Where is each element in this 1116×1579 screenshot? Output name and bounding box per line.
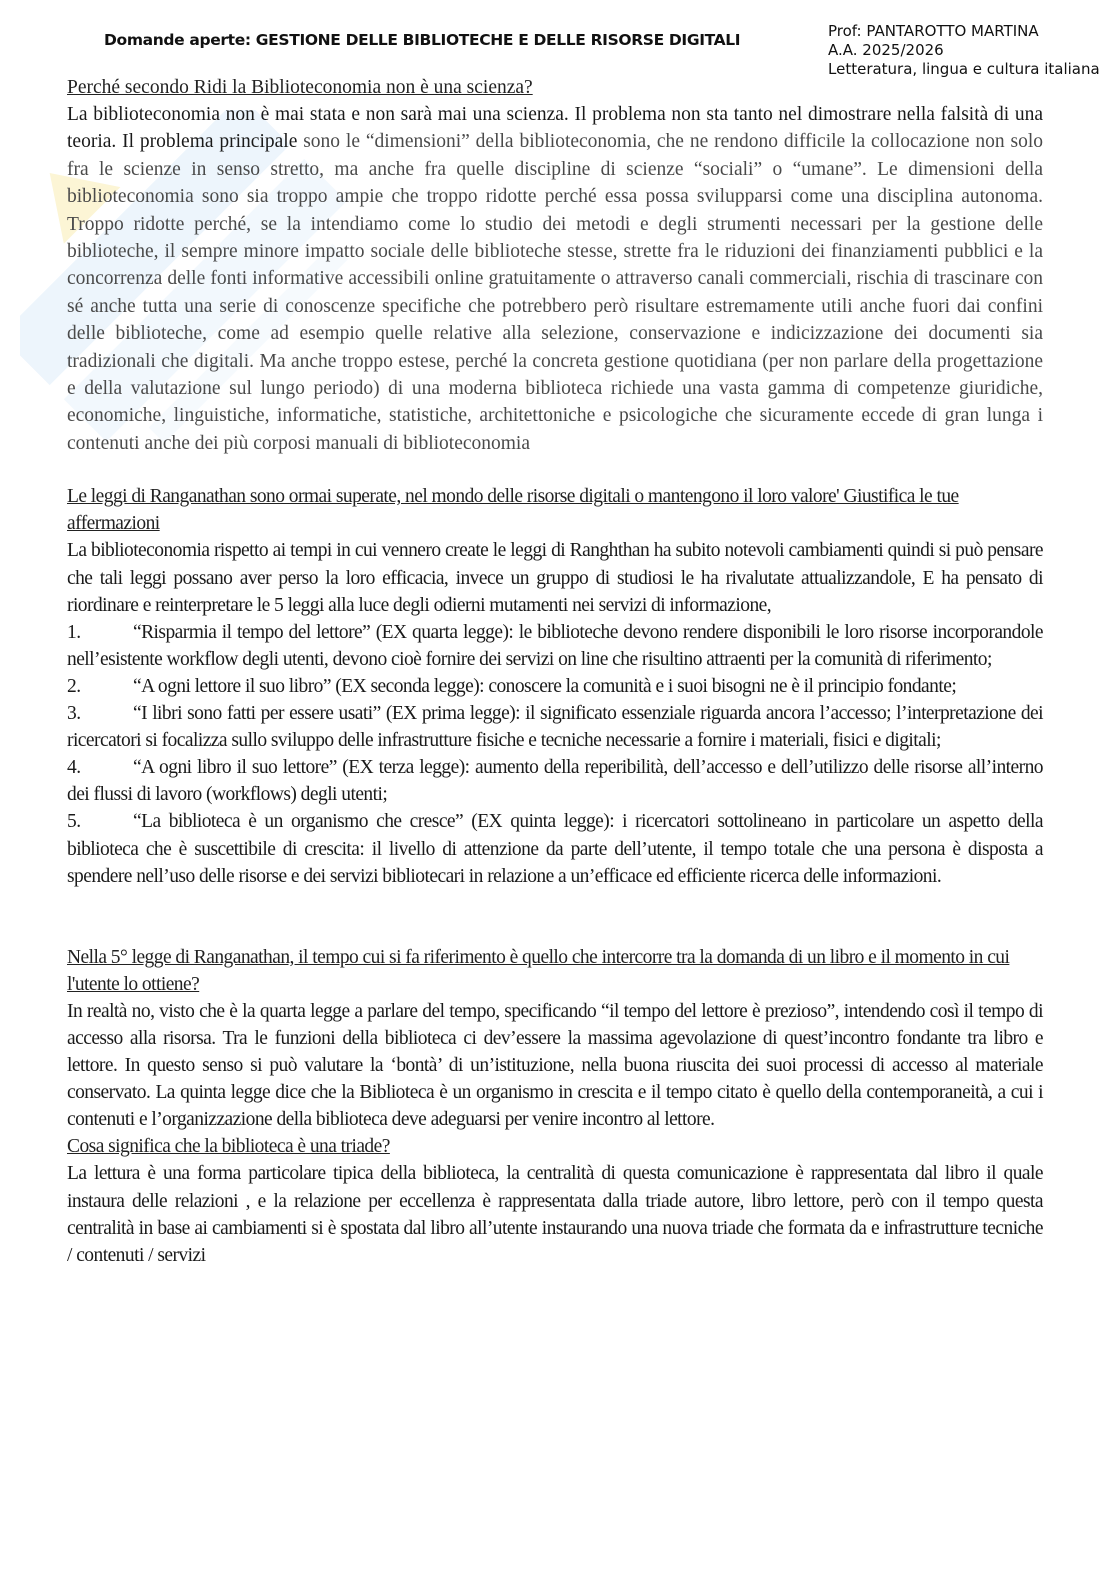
law-item: 2. “A ogni lettore il suo libro” (EX seconda legge): conoscere la comunità e i suoi bisogni ne è il principio fondante; bbox=[67, 675, 957, 697]
document-body bbox=[67, 74, 1043, 1269]
question-heading: Cosa significa che la biblioteca è una triade? bbox=[67, 1136, 390, 1158]
academic-year: A.A. 2025/2026 bbox=[828, 41, 944, 59]
document-title: Domande aperte: GESTIONE DELLE BIBLIOTECHE E DELLE RISORSE DIGITALI bbox=[104, 31, 741, 49]
answer-paragraph bbox=[67, 101, 1043, 457]
law-item: 5. “La biblioteca è un organismo che cresce” (EX quinta legge): i ricercatori sottolineano in particolare un aspetto della biblioteca che è suscettibile di crescita: il livello di attenzione da parte dell’utente, il tempo totale che una persona è disposta a spendere nell’uso delle risorse e dei servizi bibliotecari in relazione a un’efficace ed efficiente ricerca delle informazioni. bbox=[67, 811, 1043, 887]
question-heading: Le leggi di Ranganathan sono ormai superate, nel mondo delle risorse digitali o mantengono il loro valore' Giustifica le tue affermazioni bbox=[67, 486, 959, 535]
question-heading: Nella 5° legge di Ranganathan, il tempo cui si fa riferimento è quello che intercorre tra la domanda di un libro e il momento in cui l'utente lo ottiene? bbox=[67, 946, 1010, 995]
answer-text-gray: sono le “dimensioni” della biblioteconomia, che ne rendono difficile la collocazione non solo fra le scienze in senso stretto, ma anche fra quelle discipline di scienze “sociali” o “umane”. Le dimensioni della biblioteconomia sono sia troppo ampie che troppo ridotte perché essa possa svilupparsi come una disciplina autonoma. Troppo ridotte perché, se la intendiamo come lo studio dei metodi e degli strumenti necessari per la gestione delle biblioteche, il sempre minore impatto sociale delle biblioteche stesse, strette fra le riduzioni dei finanziamenti pubblici e la concorrenza delle fonti informative accessibili online gratuitamente o attraverso canali commerciali, rischia di trascinare con sé anche tutta una serie di conoscenze specifiche che potrebbero però risultare estremamente utili anche fuori dai confini delle biblioteche, come ad esempio quelle relative alla selezione, conservazione e indicizzazione dei documenti sia tradizionali che digitali. Ma anche troppo estese, perché la concreta gestione quotidiana (per non parlare della progettazione e della valutazione sul lungo periodo) di una moderna biblioteca richiede una vasta gamma di competenze giuridiche, economiche, linguistiche, informatiche, statistiche, architettoniche e psicologiche che sicuramente eccede di gran lunga i contenuti anche dei più corposi manuali di biblioteconomia bbox=[67, 131, 1043, 454]
answer-text: La biblioteconomia non è mai stata e non sarà mai una scienza. Il problema non sta tanto nel dimostrare nella falsità di una teoria. Il problema principale bbox=[67, 104, 1043, 153]
answer-paragraph: La biblioteconomia rispetto ai tempi in cui vennero create le leggi di Ranghthan ha subito notevoli cambiamenti quindi si può pensare che tali leggi possano aver perso la loro efficacia, invece un gruppo di studiosi le ha rivalutate attualizzandole, E ha pensato di riordinare e reinterpretare le 5 leggi alla luce degli odierni mutamenti nei servizi di informazione, bbox=[67, 540, 1043, 616]
law-item: 3. “I libri sono fatti per essere usati” (EX prima legge): il significato essenziale riguarda ancora l’accesso; l’interpretazione dei ricercatori si focalizza sullo sviluppo delle infrastrutture fisiche e tecniche necessarie a fornire i materiali, fisici e digitali; bbox=[67, 703, 1043, 752]
course-name: Letteratura, lingua e cultura italiana bbox=[828, 60, 1100, 78]
answer-paragraph: In realtà no, visto che è la quarta legge a parlare del tempo, specificando “il tempo del lettore è prezioso”, intendendo così il tempo di accesso alla risorsa. Tra le funzioni della biblioteca ci dev’essere la massima agevolazione di quest’incontro fondante tra libro e lettore. In questo senso si può valutare la ‘bontà’ di un’istituzione, nella buona riuscita dei suoi processi di accesso al materiale conservato. La quinta legge dice che la Biblioteca è un organismo in crescita e il tempo citato è quello della contemporaneità, a cui i contenuti e l’organizzazione della biblioteca deve adeguarsi per venire incontro al lettore. bbox=[67, 1000, 1043, 1131]
answer-paragraph: La lettura è una forma particolare tipica della biblioteca, la centralità di questa comunicazione è rappresentata dal libro il quale instaura delle relazioni , e la relazione per eccellenza è rappresentata dalla triade autore, libro lettore, però con il tempo questa centralità in base ai cambiamenti si è spostata dal libro all’utente instaurando una nuova triade che formata da e infrastrutture tecniche / contenuti / servizi bbox=[67, 1163, 1043, 1266]
document-meta bbox=[828, 22, 1100, 79]
law-item: 4. “A ogni libro il suo lettore” (EX terza legge): aumento della reperibilità, dell’accesso e dell’utilizzo delle risorse all’interno dei flussi di lavoro (workflows) degli utenti; bbox=[67, 757, 1043, 806]
question-heading: Perché secondo Ridi la Biblioteconomia non è una scienza? bbox=[67, 77, 533, 98]
law-item: 1. “Risparmia il tempo del lettore” (EX quarta legge): le biblioteche devono rendere disponibili le loro risorse incorporandole nell’esistente workflow degli utenti, devono cioè fornire dei servizi on line che risultino attraenti per la comunità di riferimento; bbox=[67, 621, 1043, 670]
professor-name: Prof: PANTAROTTO MARTINA bbox=[828, 22, 1039, 40]
